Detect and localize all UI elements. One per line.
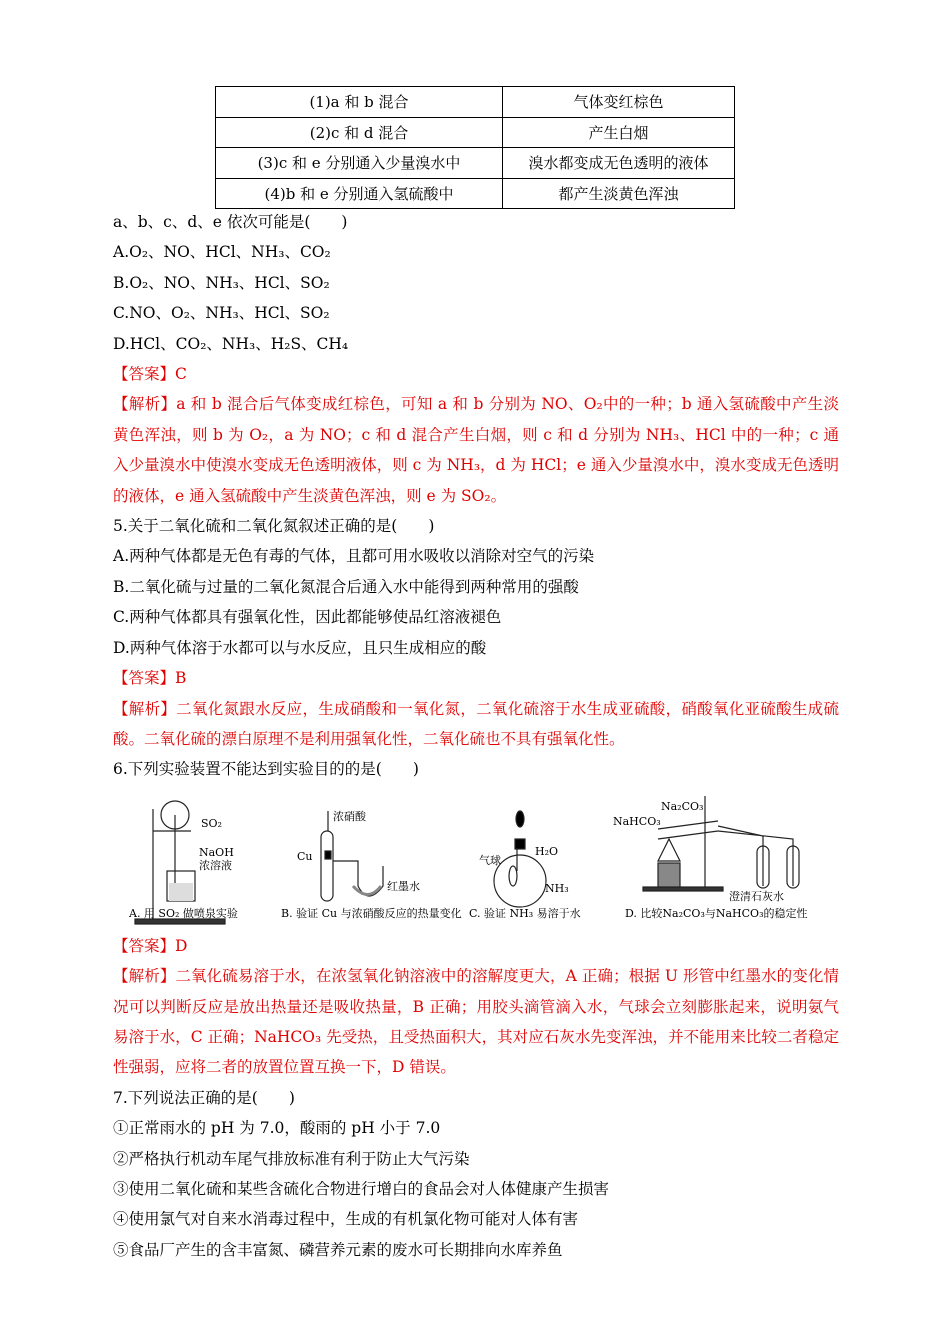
table-row: [216, 148, 735, 179]
answer: 【答案】D: [113, 936, 188, 955]
analysis: [113, 961, 839, 1083]
label-h2o: H₂O: [535, 844, 559, 858]
answer: 【答案】C: [113, 365, 187, 384]
caption-d: D. 比较Na₂CO₃与NaHCO₃的稳定性: [625, 906, 808, 920]
apparatus-b: [321, 811, 383, 901]
table-row: [216, 178, 735, 209]
table-cell: 溴水都变成无色透明的液体: [503, 148, 735, 179]
question-stem: 7.下列说法正确的是( ): [113, 1088, 295, 1107]
option: A.O₂、NO、HCl、NH₃、CO₂: [113, 243, 331, 262]
table-cell: 气体变红棕色: [503, 87, 735, 118]
label-red-ink: 红墨水: [387, 879, 420, 893]
answer: 【答案】B: [113, 669, 187, 688]
label-nitric-acid: 浓硝酸: [333, 809, 366, 823]
statement-item: ⑤食品厂产生的含丰富氮、磷营养元素的废水可长期排向水库养鱼: [113, 1240, 563, 1259]
statement-item: ②严格执行机动车尾气排放标准有利于防止大气污染: [113, 1149, 470, 1168]
table-cell: (1)a 和 b 混合: [216, 87, 503, 118]
statement-item: ④使用氯气对自来水消毒过程中，生成的有机氯化物可能对人体有害: [113, 1210, 579, 1229]
apparatus-c: [494, 811, 546, 907]
option: A.两种气体都是无色有毒的气体，且都可用水吸收以消除对空气的污染: [113, 547, 595, 566]
experiment-table: [215, 86, 735, 209]
caption-a: A. 用 SO₂ 做喷泉实验: [129, 906, 238, 920]
question-stem: 6.下列实验装置不能达到实验目的的是( ): [113, 760, 419, 779]
statement-item: ③使用二氧化硫和某些含硫化合物进行增白的食品会对人体健康产生损害: [113, 1179, 610, 1198]
document-content: [113, 207, 839, 1265]
option: D.两种气体溶于水都可以与水反应，且只生成相应的酸: [113, 638, 487, 657]
table-cell: (4)b 和 e 分别通入氢硫酸中: [216, 178, 503, 209]
statement-item: ①正常雨水的 pH 为 7.0，酸雨的 pH 小于 7.0: [113, 1119, 441, 1138]
table-row: [216, 117, 735, 148]
question-stem: a、b、c、d、e 依次可能是( ): [113, 213, 348, 231]
analysis-label: 【解析】: [113, 699, 177, 718]
option: B.O₂、NO、NH₃、HCl、SO₂: [113, 273, 330, 292]
label-na2co3: Na₂CO₃: [661, 799, 704, 813]
analysis-label: 【解析】: [113, 395, 177, 414]
label-nh3: NH₃: [545, 881, 569, 895]
analysis-text: 二氧化氮跟水反应，生成硝酸和一氧化氮，二氧化硫溶于水生成亚硫酸，硝酸氧化亚硫酸生成硫酸。二氧化硫的漂白原理不是利用强氧化性，二氧化硫也不具有强氧化性。: [113, 699, 839, 748]
caption-b: B. 验证 Cu 与浓硝酸反应的热量变化: [281, 906, 462, 920]
option: C.两种气体都具有强氧化性，因此都能够使品红溶液褪色: [113, 608, 502, 627]
table-row: [216, 87, 735, 118]
table-cell: (3)c 和 e 分别通入少量溴水中: [216, 148, 503, 179]
option: C.NO、O₂、NH₃、HCl、SO₂: [113, 304, 330, 323]
option: D.HCl、CO₂、NH₃、H₂S、CH₄: [113, 334, 349, 353]
label-balloon: 气球: [479, 853, 501, 867]
label-so2: SO₂: [201, 816, 222, 830]
option: B.二氧化硫与过量的二氧化氮混合后通入水中能得到两种常用的强酸: [113, 577, 579, 596]
analysis-text: 二氧化硫易溶于水，在浓氢氧化钠溶液中的溶解度更大，A 正确；根据 U 形管中红墨水的变化情况可以判断反应是放出热量还是吸收热量，B 正确；用胶头滴管滴入水，气球会立刻膨胀起来，说明氨气易溶于水，C 正确；NaHCO₃ 先受热，且受热面积大，其对应石灰水先变浑浊，并不能用来比较二者稳定性强弱，应将二者的放置位置互换一下，D 错误。: [113, 967, 839, 1077]
label-naoh: NaOH: [199, 845, 234, 859]
analysis: [113, 694, 839, 755]
table-cell: (2)c 和 d 混合: [216, 117, 503, 148]
table-cell: 产生白烟: [503, 117, 735, 148]
apparatus-figure: [113, 791, 839, 931]
caption-c: C. 验证 NH₃ 易溶于水: [469, 906, 581, 920]
label-nahco3: NaHCO₃: [613, 814, 661, 828]
analysis-text: a 和 b 混合后气体变成红棕色，可知 a 和 b 分别为 NO、O₂中的一种；b 通入氢硫酸中产生淡黄色浑浊，则 b 为 O₂，a 为 NO；c 和 d 混合产生白烟，则 c 和 d 分别为 NH₃、HCl 中的一种；c 通入少量溴水中使溴水变成无色透明液体，则 c 为 NH₃，d 为 HCl；e 通入少量溴水中，溴水变成无色透明的液体，e 通入氢硫酸中产生淡黄色浑浊，则 e 为 SO₂。: [113, 395, 839, 505]
label-solution: 浓溶液: [199, 858, 232, 872]
question-stem: 5.关于二氧化硫和二氧化氮叙述正确的是( ): [113, 517, 435, 536]
table-cell: 都产生淡黄色浑浊: [503, 178, 735, 209]
analysis-label: 【解析】: [113, 967, 176, 986]
label-limewater: 澄清石灰水: [729, 889, 784, 903]
analysis: [113, 389, 839, 511]
label-cu: Cu: [297, 849, 313, 863]
